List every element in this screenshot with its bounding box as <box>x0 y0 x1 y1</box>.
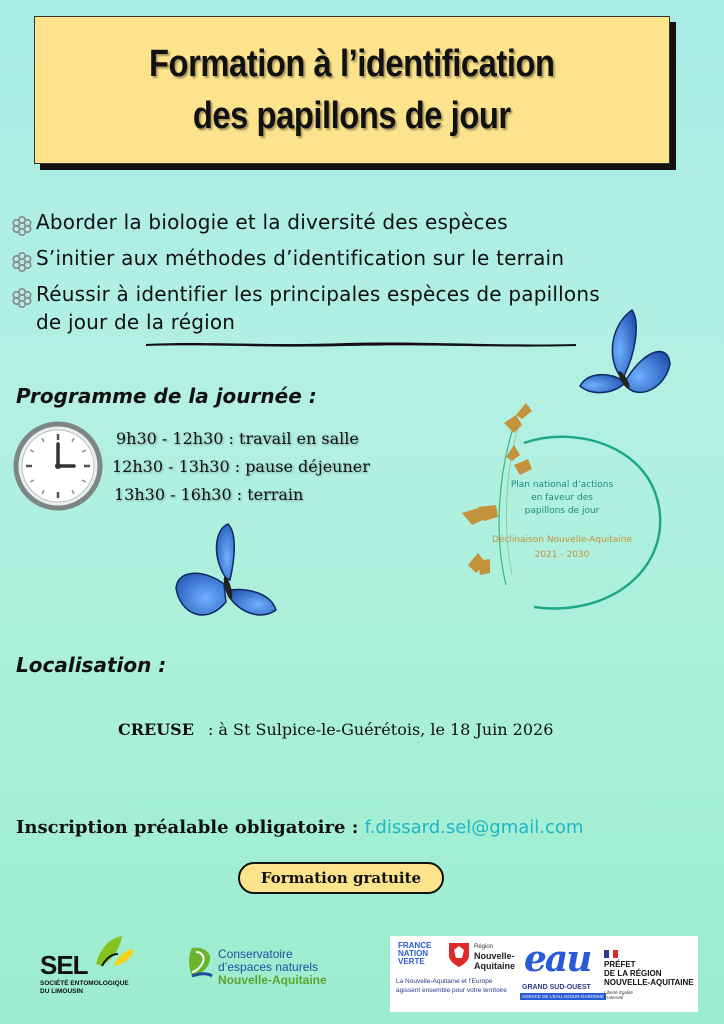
title-line-2: des papillons de jour <box>193 95 511 137</box>
localisation-line <box>118 720 553 739</box>
schedule-item: 9h30 - 12h30 : travail en salle <box>116 429 359 448</box>
prefet-line-3: NOUVELLE-AQUITAINE <box>604 978 694 987</box>
flower-bullet-icon <box>8 212 36 240</box>
free-badge: Formation gratuite <box>238 862 444 894</box>
flower-bullet-icon <box>8 248 36 276</box>
partners-tagline-2: agissent ensemble pour votre territoire <box>396 987 507 994</box>
cen-logo-icon <box>188 946 214 978</box>
flower-bullet-icon <box>8 284 36 312</box>
objective-item <box>8 208 708 240</box>
schedule-item: 13h30 - 16h30 : terrain <box>114 485 304 504</box>
title-box <box>34 16 670 164</box>
objective-text <box>36 280 600 336</box>
programme-heading: Programme de la journée : <box>16 384 317 408</box>
marianne-flag-icon <box>604 950 618 958</box>
pna-line-4: Déclinaison Nouvelle-Aquitaine <box>492 535 632 545</box>
partners-logo-panel <box>390 936 698 1012</box>
eau-logo: eau <box>524 938 591 980</box>
cen-line-3: Nouvelle-Aquitaine <box>218 973 327 987</box>
region-name: Nouvelle-Aquitaine <box>474 951 516 971</box>
email-link[interactable]: f.dissard.sel@gmail.com <box>364 817 584 838</box>
sel-logo-name: SEL <box>40 950 88 980</box>
region-prefix: Région <box>474 944 494 950</box>
localisation-heading: Localisation : <box>16 653 167 677</box>
sel-logo-subtitle: SOCIÉTÉ ENTOMOLOGIQUE DU LIMOUSIN <box>40 980 129 995</box>
cen-logo-text <box>218 948 327 987</box>
prefet-line-2: DE LA RÉGION <box>604 969 662 978</box>
eau-logo-sub2: AGENCE DE L’EAU ADOUR-GARONNE <box>522 994 604 999</box>
inscription-label: Inscription préalable obligatoire : <box>16 817 359 838</box>
objective-item <box>8 244 708 276</box>
objective-text-line: Réussir à identifier les principales espèces de papillons <box>36 282 600 306</box>
pna-line-5: 2021 - 2030 <box>534 550 590 560</box>
localisation-detail: : à St Sulpice-le-Guérétois, le 18 Juin 2026 <box>207 720 554 739</box>
region-shield-icon <box>448 942 470 968</box>
eau-logo-sub: GRAND SUD-OUEST <box>522 984 591 991</box>
brush-divider <box>146 340 576 348</box>
schedule-item: 12h30 - 13h30 : pause déjeuner <box>112 457 370 476</box>
inscription-line <box>16 817 583 838</box>
partners-tagline-1: La Nouvelle-Aquitaine et l’Europe <box>396 978 493 985</box>
sel-butterfly-logo-icon <box>92 934 136 968</box>
title-line-1: Formation à l’identification <box>149 43 555 85</box>
objective-text: Aborder la biologie et la diversité des espèces <box>36 210 508 234</box>
localisation-department: CREUSE <box>118 720 194 739</box>
pna-line-3: papillons de jour <box>524 506 600 516</box>
cen-line-2: d’espaces naturels <box>218 960 319 974</box>
prefet-line-1: PRÉFET <box>604 960 636 969</box>
pna-line-1: Plan national d’actions <box>510 480 614 490</box>
france-nation-verte-logo: FRANCE NATION VERTE <box>398 941 432 966</box>
blue-butterfly-image <box>172 522 280 634</box>
blue-butterfly-image <box>576 306 672 402</box>
cen-line-1: Conservatoire <box>218 947 293 961</box>
objective-text-line: de jour de la région <box>36 310 236 334</box>
republic-motto: Liberté Égalité Fraternité <box>604 990 633 1000</box>
clock-icon <box>12 420 104 512</box>
pna-line-2: en faveur des <box>531 493 593 503</box>
pna-papillons-logo <box>454 395 670 617</box>
objective-text: S’initier aux méthodes d’identification sur le terrain <box>36 246 565 270</box>
